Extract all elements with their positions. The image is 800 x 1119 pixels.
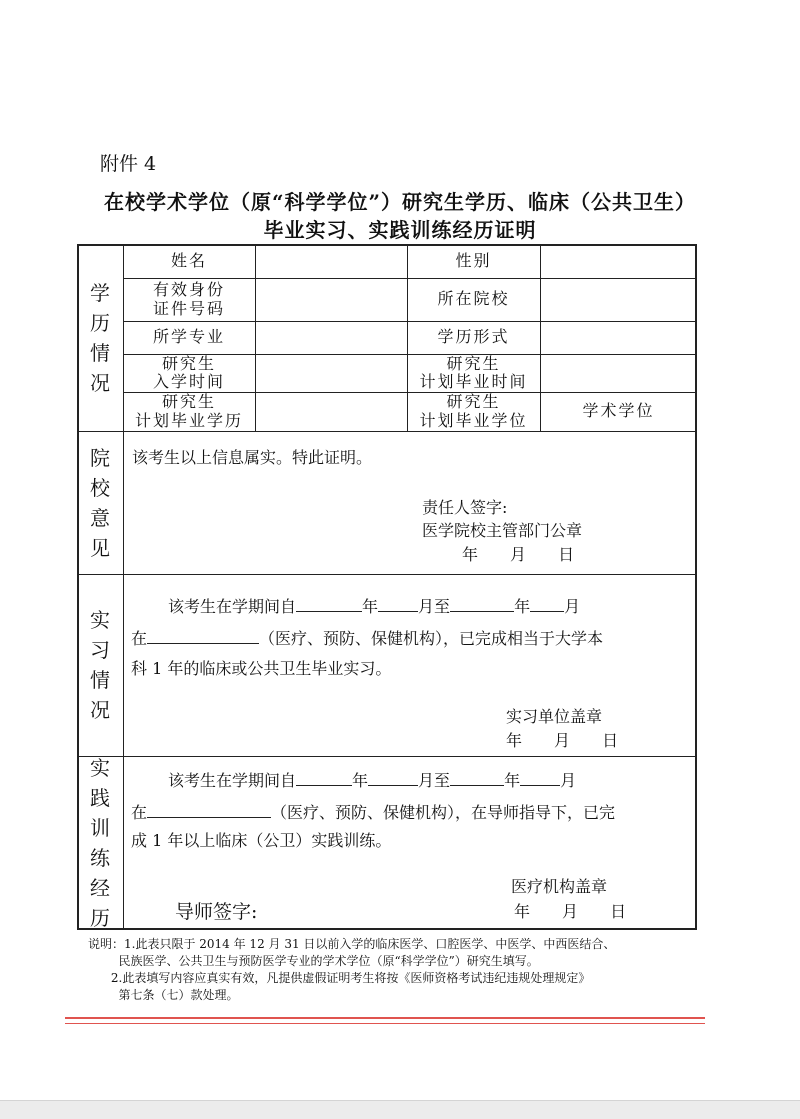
scan-bottom-strip	[0, 1100, 800, 1119]
label-enrollment-time: 研究生 入学时间	[152, 353, 225, 391]
value-name[interactable]	[255, 244, 407, 278]
school-date: 年 月 日	[462, 545, 575, 564]
practice-institution-field[interactable]	[147, 799, 271, 818]
value-major[interactable]	[255, 321, 407, 354]
value-planned-graduation-time[interactable]	[540, 354, 697, 392]
practice-end-year-field[interactable]	[450, 767, 504, 786]
note-line-4: 第七条（七）款处理。	[88, 988, 239, 1002]
label-study-form: 学历形式	[437, 327, 510, 347]
value-enrollment-time[interactable]	[255, 354, 407, 392]
value-planned-degree[interactable]: 学术学位	[582, 401, 655, 421]
red-rule-top	[65, 1017, 705, 1019]
value-planned-degree-education[interactable]	[255, 392, 407, 431]
internship-date: 年 月 日	[506, 731, 619, 750]
practice-date: 年 月 日	[514, 902, 627, 921]
label-planned-degree: 研究生 计划毕业学位	[419, 392, 528, 430]
label-major: 所学专业	[152, 327, 225, 347]
internship-seal-label: 实习单位盖章	[506, 707, 603, 726]
form-notes	[88, 936, 615, 1004]
label-school: 所在院校	[437, 289, 510, 309]
practice-period-line: 该考生在学期间自 年 月至 年 月	[168, 767, 576, 791]
school-seal-label: 医学院校主管部门公章	[422, 521, 583, 540]
section-school-opinion: 院 校 意 见	[90, 445, 110, 560]
practice-seal-label: 医疗机构盖章	[511, 877, 608, 896]
practice-start-month-field[interactable]	[368, 767, 418, 786]
label-id-number: 有效身份 证件号码	[152, 280, 225, 318]
section-practice: 实 践 训 练 经 历	[90, 756, 110, 930]
school-signer-label: 责任人签字:	[422, 498, 508, 517]
certificate-form	[77, 244, 697, 930]
practice-start-year-field[interactable]	[296, 767, 352, 786]
value-gender[interactable]	[540, 244, 697, 278]
value-id-number[interactable]	[255, 278, 407, 321]
annex-label: 附件 4	[100, 153, 157, 175]
red-rule-bottom	[65, 1023, 705, 1024]
internship-period-line: 该考生在学期间自 年 月至 年 月	[168, 593, 580, 617]
practice-line3: 成 1 年以上临床（公卫）实践训练。	[131, 831, 392, 850]
practice-institution-line: 在 （医疗、预防、保健机构），在导师指导下，已完	[131, 799, 615, 823]
school-statement: 该考生以上信息属实。特此证明。	[132, 448, 373, 467]
section-education: 学 历 情 况	[90, 280, 110, 395]
note-line-2: 民族医学、公共卫生与预防医学专业的学术学位（原“科学学位”）研究生填写。	[88, 954, 539, 968]
note-line-3: 2.此表填写内容应真实有效，凡提供虚假证明考生将按《医师资格考试违纪违规处理规定》	[88, 971, 591, 985]
label-name: 姓名	[170, 250, 207, 270]
form-title-line2: 毕业实习、实践训练经历证明	[263, 218, 537, 242]
value-study-form[interactable]	[540, 321, 697, 354]
internship-end-month-field[interactable]	[530, 593, 564, 612]
note-line-1: 说明：1.此表只限于 2014 年 12 月 31 日以前入学的临床医学、口腔医学、中医学、中西医结合、	[88, 937, 616, 951]
label-planned-graduation-time: 研究生 计划毕业时间	[419, 353, 528, 391]
internship-end-year-field[interactable]	[450, 593, 514, 612]
internship-start-year-field[interactable]	[296, 593, 362, 612]
section-internship: 实 习 情 况	[90, 608, 110, 722]
label-planned-degree-education: 研究生 计划毕业学历	[134, 392, 243, 430]
label-gender: 性别	[455, 250, 492, 270]
mentor-signature-label: 导师签字:	[175, 901, 258, 923]
value-school[interactable]	[540, 278, 697, 321]
internship-line3: 科 1 年的临床或公共卫生毕业实习。	[131, 659, 392, 678]
form-title-line1: 在校学术学位（原“科学学位”）研究生学历、临床（公共卫生）	[103, 190, 696, 214]
internship-start-month-field[interactable]	[378, 593, 418, 612]
internship-institution-line: 在 （医疗、预防、保健机构），已完成相当于大学本	[131, 625, 603, 649]
internship-institution-field[interactable]	[147, 625, 259, 644]
practice-end-month-field[interactable]	[520, 767, 560, 786]
